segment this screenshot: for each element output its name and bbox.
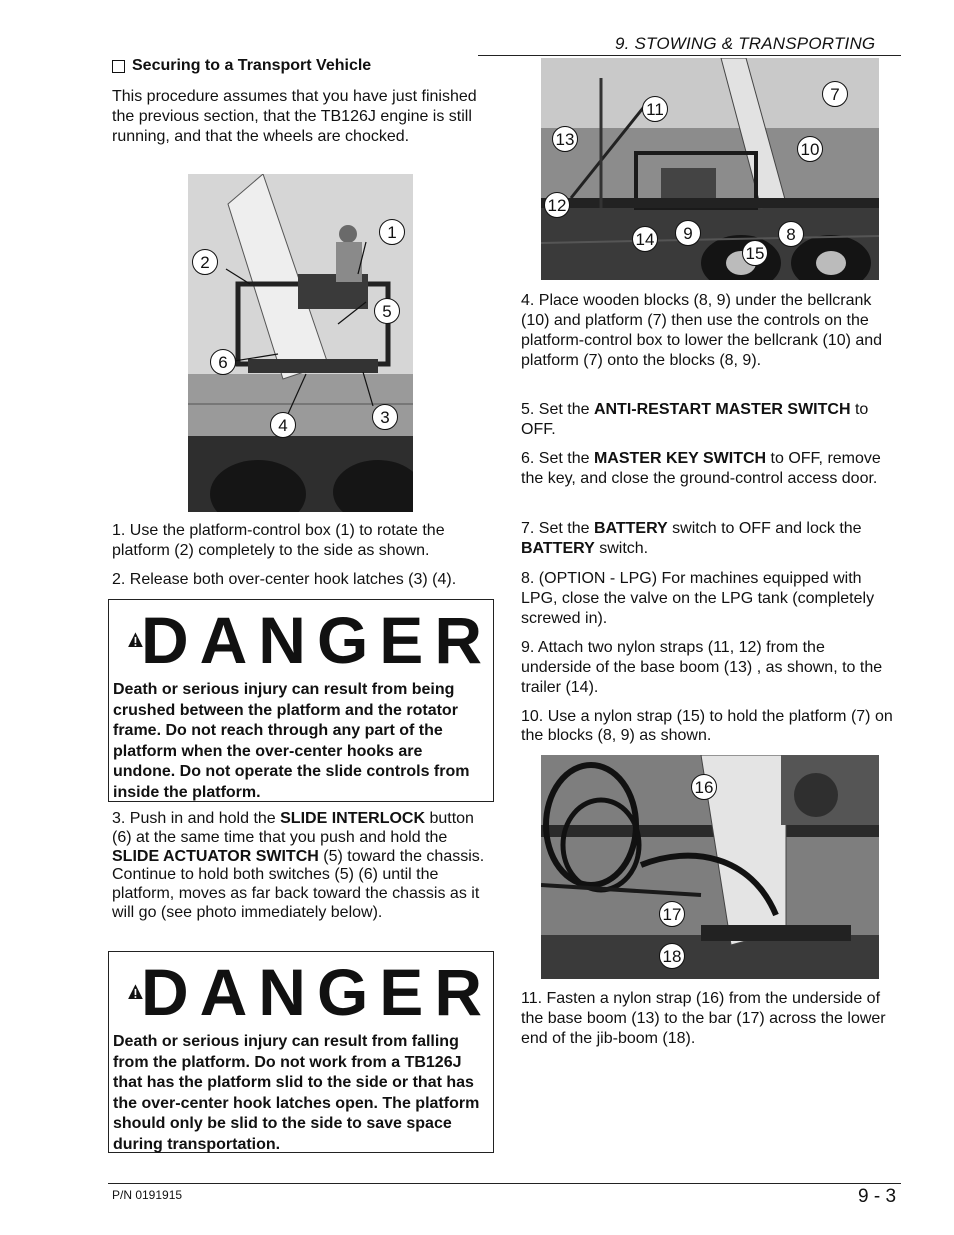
step-6-text: to OFF, remove the key, and close the ground-control access door. [521, 450, 881, 487]
step-5 [521, 400, 899, 440]
step-7-text: 7. Set the [521, 520, 594, 537]
section-title [112, 57, 371, 75]
page-number: 9 - 3 [858, 1186, 897, 1207]
checkbox-icon [112, 60, 125, 73]
callout-12: 12 [544, 192, 570, 218]
platform-rotation-photo [188, 174, 413, 512]
callout-8: 8 [778, 221, 804, 247]
step-7-text: switch. [594, 540, 649, 557]
danger-word: DANGER [140, 603, 493, 677]
step-3-text: 3. Push in and hold the [112, 810, 281, 827]
step-1: 1. Use the platform-control box (1) to rotate the platform (2) completely to the side as shown. [112, 522, 445, 559]
step-3-text: (5) toward the chassis. Continue to hold both switches (5) (6) until the platform, moves as far back toward the chassis as it will go (see photo immediately below). [112, 847, 485, 921]
callout-5: 5 [374, 298, 400, 324]
callout-13: 13 [552, 126, 578, 152]
slide-interlock-label: SLIDE INTERLOCK [280, 810, 426, 827]
trailer-straps-photo [541, 58, 879, 280]
step-3 [112, 810, 488, 923]
danger-message: Death or serious injury can result from being crushed between the platform and the rotator frame. Do not reach through any part of the platform when the over-center hooks are undone. Do not operate the slide controls from inside the platform. [113, 681, 470, 801]
jib-boom-strap-photo [541, 755, 879, 979]
section-header: 9. STOWING & TRANSPORTING [615, 34, 876, 53]
part-number: P/N 0191915 [112, 1188, 183, 1202]
step-6-text: 6. Set the [521, 450, 594, 467]
battery-label: BATTERY [593, 520, 668, 537]
step-8: 8. (OPTION - LPG) For machines equipped with LPG, close the valve on the LPG tank (completely screwed in). [521, 570, 875, 627]
platform-rotation-photo-art [188, 174, 413, 512]
step-7 [521, 519, 899, 559]
callout-9: 9 [675, 220, 701, 246]
step-10: 10. Use a nylon strap (15) to hold the platform (7) on the blocks (8, 9) as shown. [521, 708, 893, 744]
danger-message: Death or serious injury can result from falling from the platform. Do not work from a TB126J that has the platform slid to the side or that has the over-center hook latches open. The platform should only be slid to the side to save space during transportation. [113, 1033, 480, 1153]
callout-17: 17 [659, 901, 685, 927]
footer-rule [108, 1183, 901, 1184]
battery-label: BATTERY [521, 540, 595, 557]
callout-15: 15 [742, 240, 768, 266]
callout-6: 6 [210, 349, 236, 375]
intro-paragraph: This procedure assumes that you have just finished the previous section, that the TB126J engine is still running, and that the wheels are chocked. [112, 88, 477, 145]
step-5-text: to OFF. [521, 401, 869, 438]
callout-18: 18 [659, 943, 685, 969]
callout-3: 3 [372, 404, 398, 430]
header-rule [478, 55, 901, 56]
section-title-text: Securing to a Transport Vehicle [132, 57, 372, 74]
danger-heading [109, 952, 493, 1032]
step-11: 11. Fasten a nylon strap (16) from the underside of the base boom (13) to the bar (17) across the lower end of the jib-boom (18). [521, 990, 886, 1047]
callout-10: 10 [797, 136, 823, 162]
step-2: 2. Release both over-center hook latches (3) (4). [112, 571, 457, 588]
step-3-text: button (6) at the same time that you push and hold the [112, 810, 474, 846]
callout-11: 11 [642, 96, 668, 122]
danger-heading [109, 600, 493, 680]
step-5-text: 5. Set the [521, 401, 594, 418]
callout-7: 7 [822, 81, 848, 107]
step-7-text: switch to OFF and lock the [667, 520, 862, 537]
danger-box-fall [108, 951, 494, 1153]
step-9: 9. Attach two nylon straps (11, 12) from the underside of the base boom (13) , as shown, to the trailer (14). [521, 639, 883, 696]
callout-14: 14 [632, 226, 658, 252]
callout-1: 1 [379, 219, 405, 245]
danger-box-crush [108, 599, 494, 802]
callout-2: 2 [192, 249, 218, 275]
callout-16: 16 [691, 774, 717, 800]
callout-4: 4 [270, 412, 296, 438]
step-4: 4. Place wooden blocks (8, 9) under the bellcrank (10) and platform (7) then use the controls on the platform-control box to lower the bellcrank (10) and platform (7) onto the blocks (8, 9). [521, 292, 883, 369]
danger-word: DANGER [140, 955, 493, 1029]
master-key-switch-label: MASTER KEY SWITCH [593, 450, 767, 467]
slide-actuator-label: SLIDE ACTUATOR SWITCH [112, 847, 319, 865]
step-6 [521, 449, 899, 489]
anti-restart-switch-label: ANTI-RESTART MASTER SWITCH [593, 401, 851, 418]
